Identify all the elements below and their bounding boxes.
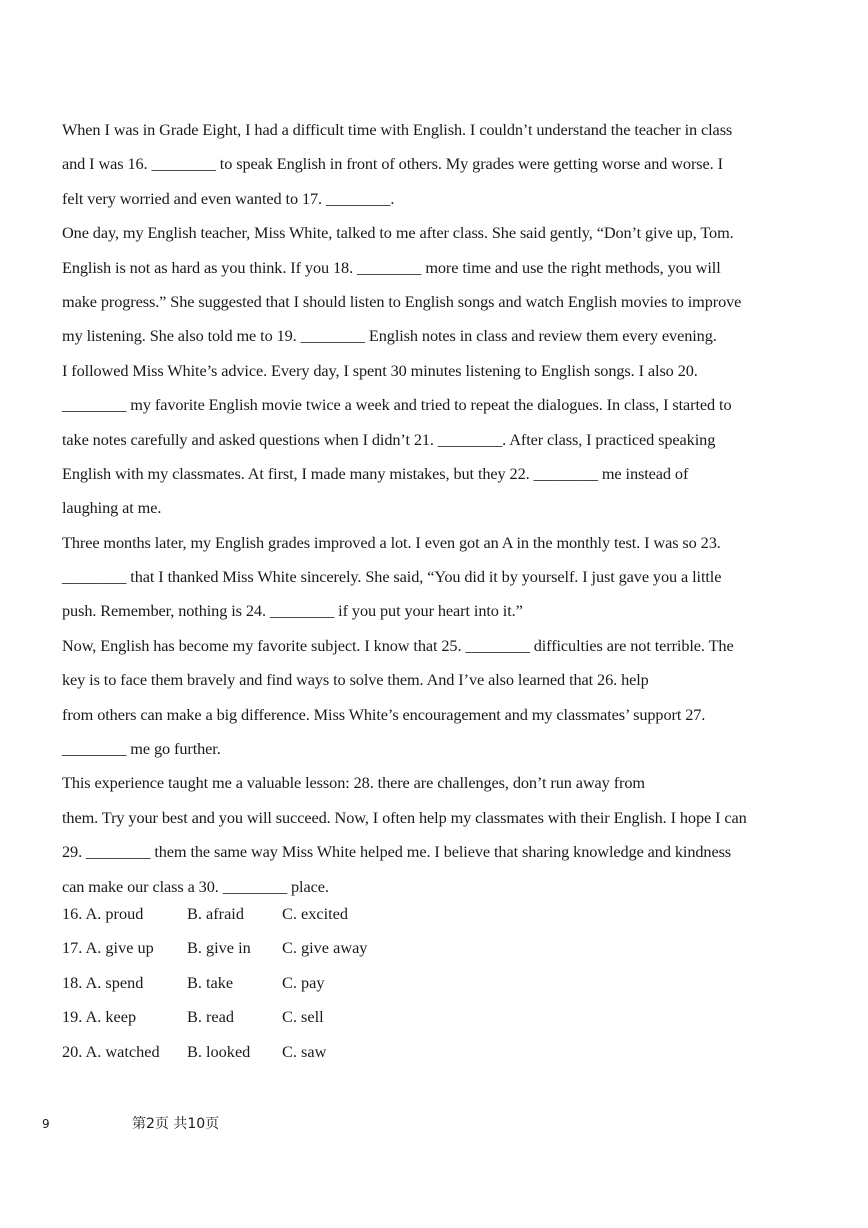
option-a: 17. A. give up [62, 938, 154, 958]
passage-line: When I was in Grade Eight, I had a difficult time with English. I couldn’t understand the teacher in class [62, 120, 733, 139]
cloze-passage [62, 113, 812, 904]
option-b: B. looked [187, 1041, 251, 1061]
passage-line: One day, my English teacher, Miss White, talked to me after class. She said gently, “Don’t give up, Tom. [62, 223, 734, 243]
passage-line: 29. ________ them the same way Miss White helped me. I believe that sharing knowledge and kindness [62, 842, 732, 862]
passage-line: key is to face them bravely and find ways to solve them. And I’ve also learned that 26. help [62, 670, 649, 690]
passage-line: Now, English has become my favorite subject. I know that 25. ________ difficulties are not terrible. The [62, 635, 734, 655]
option-b: B. read [187, 1007, 235, 1027]
option-c: C. saw [282, 1041, 327, 1061]
option-b: B. afraid [187, 904, 244, 923]
passage-line: ________ that I thanked Miss White sincerely. She said, “You did it by yourself. I just gave you a little [62, 567, 722, 587]
passage-line: ________ my favorite English movie twice a week and tried to repeat the dialogues. In class, I started to [62, 395, 732, 415]
option-c: C. pay [282, 972, 325, 992]
passage-line: push. Remember, nothing is 24. ________ if you put your heart into it.” [62, 601, 523, 621]
page-footer [0, 1113, 868, 1137]
option-a: 18. A. spend [62, 972, 144, 992]
passage-line: laughing at me. [62, 498, 162, 518]
passage-line: English is not as hard as you think. If you 18. ________ more time and use the right methods, you will [62, 257, 721, 277]
passage-line: from others can make a big difference. Miss White’s encouragement and my classmates’ support 27. [62, 704, 706, 724]
option-c: C. give away [282, 938, 368, 958]
page-number: 第2页 共10页 [132, 1116, 220, 1132]
passage-line: This experience taught me a valuable lesson: 28. there are challenges, don’t run away from [62, 773, 645, 793]
passage-line: felt very worried and even wanted to 17. ________. [62, 188, 395, 208]
option-c: C. excited [282, 904, 349, 923]
option-b: B. take [187, 972, 234, 992]
option-b: B. give in [187, 938, 251, 958]
option-a: 16. A. proud [62, 904, 144, 923]
passage-line: Three months later, my English grades improved a lot. I even got an A in the monthly test. I was so 23. [62, 532, 721, 552]
passage-line: my listening. She also told me to 19. ________ English notes in class and review them every evening. [62, 326, 717, 346]
passage-line: them. Try your best and you will succeed. Now, I often help my classmates with their English. I hope I can [62, 807, 747, 827]
option-a: 20. A. watched [62, 1041, 160, 1061]
passage-line: ________ me go further. [62, 739, 221, 759]
option-c: C. sell [282, 1007, 324, 1027]
passage-line: make progress.” She suggested that I should listen to English songs and watch English movies to improve [62, 291, 742, 311]
passage-line: I followed Miss White’s advice. Every day, I spent 30 minutes listening to English songs. I also 20. [62, 360, 698, 380]
footer-mark: 9 [42, 1117, 50, 1131]
passage-line: can make our class a 30. ________ place. [62, 876, 329, 896]
passage-line: take notes carefully and asked questions when I didn’t 21. ________. After class, I practiced speaking [62, 429, 716, 449]
option-a: 19. A. keep [62, 1007, 137, 1027]
passage-line: and I was 16. ________ to speak English in front of others. My grades were getting worse and worse. I [62, 154, 723, 174]
passage-line: English with my classmates. At first, I made many mistakes, but they 22. ________ me instead of [62, 463, 689, 483]
